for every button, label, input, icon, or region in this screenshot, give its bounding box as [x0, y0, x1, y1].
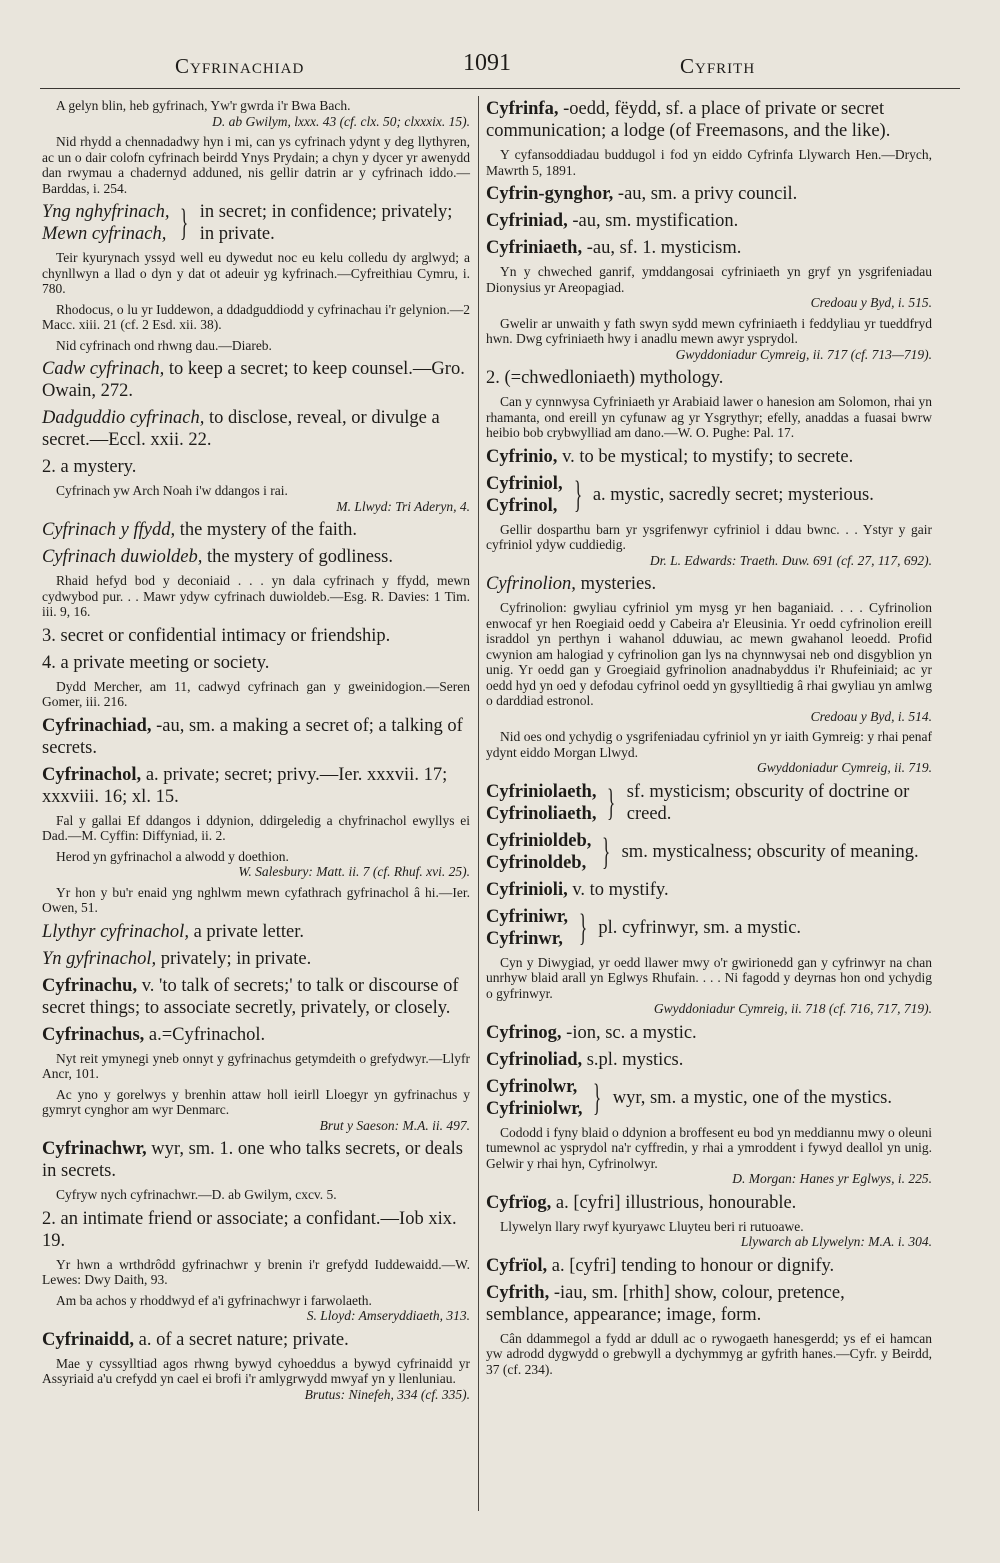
running-head-right: Cyfrith: [680, 54, 756, 78]
citation-source: Brut y Saeson: M.A. ii. 497.: [319, 1117, 470, 1133]
dictionary-entry: [42, 1138, 470, 1182]
phrase-term: Dadguddio cyfrinach,: [42, 408, 205, 428]
citation-quote: [42, 134, 470, 196]
column-divider: [478, 96, 479, 1511]
citation-quote: [42, 250, 470, 297]
definition: -au, sm. a making a secret of; a talking of secrets.: [42, 715, 463, 758]
bracket-definition: a. mystic, sacredly secret; mysterious.: [592, 484, 874, 505]
citation-quote: [42, 813, 470, 844]
bracket-definition: pl. cyfrinwyr, sm. a mystic.: [598, 917, 802, 938]
definition: v. to mystify.: [572, 879, 669, 900]
bracket-headwords: [486, 830, 591, 874]
quote-text: Cyfrinach yw Arch Noah i'w ddangos i rai.: [56, 483, 288, 498]
phrase-definition: privately; in private.: [160, 948, 312, 969]
brace-glyph: }: [593, 1076, 602, 1119]
headword: Cyfrinog,: [486, 1022, 562, 1043]
quote-text: Nid cyfrinach ond rhwng dau.—Diareb.: [56, 337, 272, 353]
headword: Cyfrinachus,: [42, 1024, 145, 1045]
citation-quote: [486, 1125, 932, 1187]
citation-quote: [42, 573, 470, 620]
citation-quote: [486, 522, 932, 569]
bracketed-entry: [486, 906, 932, 950]
sense-definition: 2. (=chwedloniaeth) mythology.: [486, 368, 724, 388]
phrase-term: Cadw cyfrinach,: [42, 359, 165, 379]
phrase-definition: a private letter.: [193, 921, 305, 942]
definition: v. 'to talk of secrets;' to talk or discourse of secret things; to associate secretly, privately, or closely.: [42, 975, 459, 1018]
brace-glyph: }: [602, 830, 611, 873]
dictionary-entry: [486, 1255, 932, 1277]
citation-quote: [42, 1257, 470, 1288]
dictionary-entry: [486, 1192, 932, 1214]
citation-source: M. Llwyd: Tri Aderyn, 4.: [336, 498, 470, 514]
citation-source: Credoau y Byd, i. 514.: [810, 708, 932, 724]
dictionary-entry: [486, 1022, 932, 1044]
phrase-term: Cyfrinach y ffydd,: [42, 520, 176, 540]
quote-text: Cyn y Diwygiad, yr oedd llawer mwy o'r gwirionedd gan y cyfrinwyr na chan unrhyw blaid arall yn Eglwys Rhufain. . . . Ni fagodd y deyrnas hon ond ychydig o gyfrinwyr.: [486, 954, 932, 1001]
bracket-definition: in secret; in confidence; privately; in private.: [199, 202, 453, 244]
page-number: 1091: [463, 50, 511, 76]
headword: Cyfrinachiad,: [42, 715, 152, 736]
citation-quote: [42, 1356, 470, 1403]
sense-definition: 2. a mystery.: [42, 457, 137, 477]
definition: a. [cyfri] tending to honour or dignify.: [551, 1255, 835, 1276]
dictionary-entry: [486, 446, 932, 468]
phrase-definition: the mystery of godliness.: [206, 547, 393, 567]
citation-quote: [42, 338, 470, 354]
citation-source: Llywarch ab Llywelyn: M.A. i. 304.: [740, 1234, 932, 1249]
dictionary-entry: [42, 975, 470, 1019]
sense-definition: 4. a private meeting or society.: [42, 652, 270, 673]
citation-quote: [486, 147, 932, 178]
headword-variant: Cyfriniwr,: [486, 906, 569, 927]
headword-variant: Cyfriniolaeth,: [486, 781, 597, 802]
bracket-headwords: [486, 1076, 582, 1120]
phrase-entry: [42, 358, 470, 402]
quote-text: Nid oes ond ychydig o ysgrifeniadau cyfriniol yn yr iaith Gymreig: y rhai penaf ydynt eiddo Morgan Llwyd.: [486, 729, 932, 760]
dictionary-entry: [486, 879, 932, 901]
dictionary-entry: [486, 1282, 932, 1326]
bracket-headwords: [486, 473, 563, 517]
definition: -ion, sc. a mystic.: [566, 1022, 697, 1043]
headword: Cyfrinio,: [486, 446, 558, 467]
definition: -oedd, fëydd, sf. a place of private or secret communication; a lodge (of Freemasons, and the like).: [486, 99, 891, 141]
phrase-definition: the mystery of the faith.: [179, 520, 357, 540]
phrase-entry: [42, 948, 470, 970]
citation-quote: [42, 302, 470, 333]
header-rule: [40, 88, 960, 89]
quote-text: Yn y chweched ganrif, ymddangosai cyfriniaeth yn gryf yn ysgrifeniadau Dionysius yr Areopagiad.: [486, 264, 932, 295]
sense-definition: 3. secret or confidential intimacy or friendship.: [42, 625, 391, 646]
quote-text: Teir kyurynach yssyd well eu dywedut noc eu kelu colledu dy arglwyd; a chynllwyn a llad o dyn y dat ot adeuir yg kyfrinach.—Cyfreithiau Cymru, i. 780.: [42, 250, 470, 296]
headword: Cyfrïol,: [486, 1255, 548, 1276]
dictionary-entry: [42, 715, 470, 759]
definition: s.pl. mystics.: [586, 1049, 684, 1070]
headword: Cyfrinaidd,: [42, 1329, 135, 1350]
quote-text: Rhodocus, o lu yr Iuddewon, a ddadguddiodd y cyfrinachau i'r gelynion.—2 Macc. xiii. 21 (cf. 2 Esd. xii. 38).: [42, 301, 470, 332]
definition: -au, sm. mystification.: [572, 211, 739, 231]
quote-text: Rhaid hefyd bod y deconiaid . . . yn dala cyfrinach y ffydd, mewn cydwybod pur. . . Mawr ydyw cyfrinach duwioldeb.—Esg. R. Davies: 1 Tim. iii. 9, 16.: [42, 573, 470, 619]
citation-quote: [42, 1187, 470, 1203]
definition: v. to be mystical; to mystify; to secrete.: [562, 446, 854, 467]
quote-text: Dydd Mercher, am 11, cadwyd cyfrinach gan y gweinidogion.—Seren Gomer, iii. 216.: [42, 678, 470, 709]
headword: Cyfrïog,: [486, 1192, 552, 1213]
right-column: [486, 98, 932, 1382]
quote-text: Y cyfansoddiadau buddugol i fod yn eiddo Cyfrinfa Llywarch Hen.—Drych, Mawrth 5, 1891.: [486, 147, 932, 178]
definition: a. [cyfri] illustrious, honourable.: [555, 1192, 797, 1213]
bracketed-entry: [42, 201, 470, 245]
headword-variant: Cyfriniol,: [486, 473, 563, 494]
citation-quote: [42, 98, 470, 129]
headword: Cyfriniaeth,: [486, 238, 583, 258]
citation-source: D. ab Gwilym, lxxx. 43 (cf. clx. 50; clxxxix. 15).: [212, 113, 470, 129]
phrase-definition: to disclose, reveal, or divulge a secret.—Eccl. xxii. 22.: [42, 408, 440, 450]
quote-text: Herod yn gyfrinachol a alwodd y doethion.: [56, 848, 289, 864]
bracket-headwords: [486, 906, 568, 950]
headword: Cyfrinachu,: [42, 975, 138, 996]
headword-variant: Yng nghyfrinach,: [42, 202, 170, 222]
headword: Cyfrinachwr,: [42, 1139, 147, 1159]
bracket-definition: sm. mysticalness; obscurity of meaning.: [621, 841, 919, 862]
citation-quote: [42, 1087, 470, 1134]
quote-text: Nyt reit ymynegi yneb onnyt y gyfrinachus getymdeith o grefydwyr.—Llyfr Ancr, 101.: [42, 1050, 470, 1081]
citation-quote: [42, 1293, 470, 1324]
dictionary-entry: [42, 1024, 470, 1046]
citation-quote: [42, 679, 470, 710]
dictionary-entry: [486, 183, 932, 205]
citation-source: S. Lloyd: Amseryddiaeth, 313.: [306, 1308, 470, 1323]
quote-text: Mae y cyssylltiad agos rhwng bywyd cyhoeddus a bywyd cyfrinaidd yr Assyriaid a'u crefydd yn cael ei brofi i'r amlygrwydd mwyaf yn y llenluniau.: [42, 1355, 470, 1386]
citation-quote: [486, 394, 932, 441]
phrase-term: Llythyr cyfrinachol,: [42, 921, 189, 942]
dictionary-entry: [486, 237, 932, 259]
quote-text: A gelyn blin, heb gyfrinach, Yw'r gwrda i'r Bwa Bach.: [56, 98, 351, 113]
citation-source: Gwyddoniadur Cymreig, ii. 717 (cf. 713—719).: [675, 346, 932, 362]
definition: -iau, sm. [rhith] show, colour, pretence, semblance, appearance; image, form.: [486, 1282, 845, 1325]
dictionary-entry: [486, 98, 932, 142]
bracketed-entry: [486, 781, 932, 825]
citation-quote: [42, 885, 470, 916]
bracket-definition: sf. mysticism; obscurity of doctrine or creed.: [626, 781, 910, 824]
citation-source: Dr. L. Edwards: Traeth. Duw. 691 (cf. 27, 117, 692).: [649, 552, 932, 568]
headword-variant: Cyfriniolwr,: [486, 1098, 583, 1119]
citation-quote: [42, 849, 470, 880]
quote-text: Cyfrinolion: gwyliau cyfriniol ym mysg yr hen baganiaid. . . . Cyfrinolion enwocaf yr hen Roegiaid oedd y Cabeira a'r Eleusinia. Yr oedd cyfrinolion ereill israddol yn perthyn i wahanol dduwiau, ac mewn gwahanol leoedd. Profid cwynion am halogiad y cyfrinolion gan lys na chynnwysai neb ond disgyblion yn unig. Yr oedd gan y Groegiaid gyfrinolion anadnabyddus i'r Rhufeiniaid; ac yr oedd hyd yn oed y defodau cyfrinol oedd yn gysylltiedig â rhai gwyliau yn amlwg o darddiad estronol.: [486, 600, 932, 708]
headword: Cyfriniad,: [486, 211, 568, 231]
citation-quote: [486, 316, 932, 363]
citation-quote: [486, 955, 932, 1017]
definition: -au, sm. a privy council.: [617, 184, 798, 204]
headword: Cyfrinioli,: [486, 879, 568, 900]
phrase-term: Yn gyfrinachol,: [42, 948, 157, 969]
headword: Cyfrith,: [486, 1282, 550, 1303]
citation-quote: [486, 600, 932, 724]
dictionary-entry: [486, 210, 932, 232]
brace-glyph: }: [607, 781, 616, 824]
quote-text: Nid rhydd a chennadadwy hyn i mi, can ys cyfrinach ydynt y deg llythyren, ac un o dair colofn cyfrinach beirdd Ynys Prydain; a chyn y dycer yr awenydd dan rwymau a chadernyd adduned, nis gellir datrin ar y cyfrinach iddo.—Barddas, i. 254.: [42, 134, 470, 196]
bracket-definition: wyr, sm. a mystic, one of the mystics.: [612, 1087, 892, 1108]
running-head-left: Cyfrinachiad: [175, 54, 305, 78]
citation-quote: [486, 1219, 932, 1250]
phrase-definition: to keep a secret; to keep counsel.—Gro. Owain, 272.: [42, 359, 465, 401]
headword: Cyfrin-gynghor,: [486, 184, 614, 204]
bracketed-entry: [486, 473, 932, 517]
phrase-term: Cyfrinolion,: [486, 574, 576, 594]
definition: a. of a secret nature; private.: [138, 1329, 349, 1350]
phrase-entry: [42, 407, 470, 451]
headword-variant: Mewn cyfrinach,: [42, 224, 167, 244]
headword: Cyfrinfa,: [486, 99, 559, 119]
bracket-headwords: [42, 201, 169, 245]
headword-variant: Cyfrinwr,: [486, 928, 563, 949]
headword: Cyfrinoliad,: [486, 1049, 583, 1070]
headword-variant: Cyfrinol,: [486, 495, 558, 516]
citation-source: Credoau y Byd, i. 515.: [810, 295, 932, 310]
quote-text: Gwelir ar unwaith y fath swyn sydd mewn cyfriniaeth i feddyliau yr tueddfryd hwn. Dwg cyfriniaeth hwy i anadlu mewn awyr ysprydol.: [486, 315, 932, 346]
citation-source: Gwyddoniadur Cymreig, ii. 719.: [757, 760, 932, 775]
quote-text: Cyfryw nych cyfrinachwr.—D. ab Gwilym, cxcv. 5.: [56, 1187, 337, 1202]
quote-text: Yr hon y bu'r enaid yng nghlwm mewn cyfathrach gyfrinachol â hi.—Ier. Owen, 51.: [42, 884, 470, 915]
citation-quote: [42, 483, 470, 514]
phrase-entry: [486, 573, 932, 595]
definition: a. private; secret; privy.—Ier. xxxvii. 17; xxxviii. 16; xl. 15.: [42, 764, 448, 807]
citation-quote: [486, 264, 932, 311]
page-header: [0, 48, 1000, 88]
headword: Cyfrinachol,: [42, 764, 142, 785]
phrase-term: Cyfrinach duwioldeb,: [42, 547, 203, 567]
left-column: [42, 98, 470, 1407]
brace-glyph: }: [180, 202, 189, 244]
bracketed-entry: [486, 830, 932, 874]
sense-definition: 2. an intimate friend or associate; a confidant.—Iob xix. 19.: [42, 1208, 457, 1251]
brace-glyph: }: [579, 906, 588, 949]
headword-variant: Cyfrinoliaeth,: [486, 803, 597, 824]
quote-text: Fal y gallai Ef ddangos i ddynion, ddirgeledig a chyfrinachol ewyllys ei Dad.—M. Cyffin: Diffyniad, ii. 2.: [42, 812, 470, 843]
quote-text: Cân ddammegol a fydd ar ddull ac o rywogaeth hanesgerdd; ys ef ei hamcan yw adrodd dygwydd o grebwyll a dychymmyg ar gyfrith hanes.—Cyfr. y Beirdd, 37 (cf. 234).: [486, 1330, 932, 1377]
phrase-entry: [42, 519, 470, 541]
dictionary-entry: [486, 1049, 932, 1071]
citation-quote: [486, 729, 932, 776]
definition: -au, sf. 1. mysticism.: [586, 238, 742, 258]
quote-text: Ac yno y gorelwys y brenhin attaw holl ieirll Lloegyr yn gyfrinachus y gymryt cynghor am wyr Denmarc.: [42, 1086, 470, 1117]
phrase-entry: [42, 921, 470, 943]
quote-text: Can y cynnwysa Cyfriniaeth yr Arabiaid lawer o hanesion am Solomon, rhai yn rhamanta, ond ereill yn cyfunaw ag yr Ysgrythyr; efelly, anaddas a fuasai bwrw heibio bob crybwylliad am dano.—W. O. Pughe: Pal. 17.: [486, 394, 932, 440]
definition: wyr, sm. 1. one who talks secrets, or deals in secrets.: [42, 1139, 463, 1181]
citation-quote: [486, 1331, 932, 1378]
phrase-entry: [42, 546, 470, 568]
headword-variant: Cyfrinioldeb,: [486, 830, 592, 851]
bracket-headwords: [486, 781, 596, 825]
phrase-definition: mysteries.: [580, 574, 657, 594]
headword-variant: Cyfrinoldeb,: [486, 852, 587, 873]
brace-glyph: }: [573, 473, 582, 516]
citation-source: W. Salesbury: Matt. ii. 7 (cf. Rhuf. xvi. 25).: [238, 864, 470, 879]
bracketed-entry: [486, 1076, 932, 1120]
citation-source: Gwyddoniadur Cymreig, ii. 718 (cf. 716, 717, 719).: [653, 1001, 932, 1016]
quote-text: Llywelyn llary rwyf kyuryawc Lluyteu beri ri rutuoawe.: [500, 1218, 804, 1234]
dictionary-entry: [42, 764, 470, 808]
quote-text: Cododd i fyny blaid o ddynion a broffesent eu bod yn meddiannu mwy o oleuni tumewnol ac ysprydol na'r cyffredin, y rhai a ymroddent i fywyd deallol yn unig. Gelwir y rhai hyn, Cyfrinolwyr.: [486, 1124, 932, 1171]
citation-quote: [42, 1051, 470, 1082]
quote-text: Am ba achos y rhoddwyd ef a'i gyfrinachwyr i farwolaeth.: [56, 1292, 372, 1308]
headword-variant: Cyfrinolwr,: [486, 1076, 578, 1097]
dictionary-entry: [42, 1329, 470, 1351]
quote-text: Yr hwn a wrthdrôdd gyfrinachwr y brenin i'r grefydd Iuddewaidd.—W. Lewes: Dwy Daith, 93.: [42, 1256, 470, 1287]
definition: a.=Cyfrinachol.: [148, 1024, 266, 1045]
citation-source: Brutus: Ninefeh, 334 (cf. 335).: [304, 1386, 470, 1402]
quote-text: Gellir dosparthu barn yr ysgrifenwyr cyfriniol i ddau bwnc. . . Ystyr y gair cyfriniol ydyw cuddiedig.: [486, 521, 932, 552]
citation-source: D. Morgan: Hanes yr Eglwys, i. 225.: [732, 1171, 932, 1186]
